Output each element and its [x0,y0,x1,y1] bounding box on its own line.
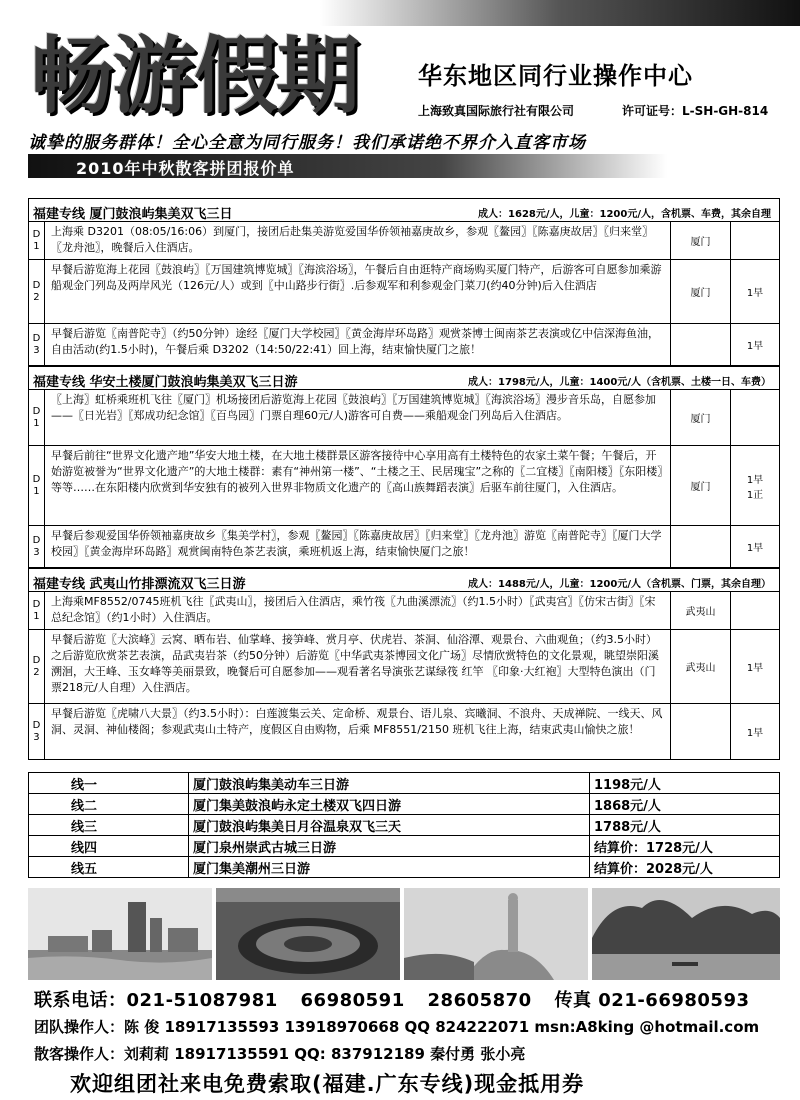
fit-operator: 散客操作人：刘莉莉 18917135591 QQ: 837912189 秦付勇 张小亮 [34,1045,526,1063]
day-label: D 3 [29,324,45,365]
operation-center-title: 华东地区同行业操作中心 [418,62,693,90]
day-description: 早餐后游览〖虎啸八大景〗（约3.5小时）：白莲渡集云关、定命桥、观景台、语儿泉、宾曦洞、不浪舟、天成禅院、一线天、风洞、灵洞、神仙楼阁；参观武夷山土特产，度假区自由购物，后乘 MF8551/2150 班机飞往上海，结束武夷山愉快之旅！ [45,704,671,759]
day-description: 早餐后游览〖南普陀寺〗（约50分钟）途经〖厦门大学校园〗〖黄金海岸环岛路〗观赏茶博士闽南茶艺表演或亿中信深海鱼油，自由活动(约1.5小时)，午餐后乘 D3202（14:50/22:41）回上海，结束愉快厦门之旅！ [45,324,671,365]
team-operator: 团队操作人：陈 俊 18917135593 13918970668 QQ 824222071 msn:A8king @hotmail.com [34,1018,760,1036]
table-row [29,773,780,794]
itinerary-table [28,198,780,760]
day-city: 厦门 [671,222,731,259]
day-description: 早餐后游览〖大滨峰〗云窝、晒布岩、仙掌峰、接笋峰、赏月亭、伏虎岩、茶洞、仙浴潭、观景台、六曲观鱼；（约3.5小时）之后游览欣赏茶艺表演，品武夷岩茶（约50分钟）后游览〖中华武夷茶博园文化广场〗尽情欣赏特色的文化景观，眺望崇阳溪溯洄，大王峰、玉女峰等美丽景致，晚餐后可自愿参加——观看著名导演张艺谋绿筏 红竿 〖印象·大红袍〗大型特色演出（门票218元/人自理）入住酒店。 [45,630,671,703]
day-label: D 1 [29,446,45,525]
phone-number-3: 28605870 [427,990,532,1011]
day-row [28,324,780,366]
route-price: 成人：1798元/人，儿童：1400元/人（含机票、土楼一日、车费） [468,377,771,388]
photo-statue [404,888,588,980]
line-price: 1788元/人 [590,815,780,836]
other-lines-table [28,772,780,878]
day-city: 武夷山 [671,630,731,703]
phone-number: 联系电话：021-51087981 [34,990,278,1011]
line-name: 厦门鼓浪屿集美日月谷温泉双飞三天 [189,815,590,836]
day-description: 早餐后前往“世界文化遗产地”华安大地土楼，在大地土楼群景区游客接待中心享用高有土楼特色的农家土菜午餐；午餐后，开始游览被誉为“世界文化遗产”的大地土楼群：素有“神州第一楼”、“土楼之王、民居瑰宝”之称的〖二宜楼〗〖南阳楼〗〖东阳楼〗等等……在东阳楼内欣赏到华安独有的被列入世界非物质文化遗产的〖高山族舞蹈表演〗后驱车前往厦门，入住酒店。 [45,446,671,525]
table-row [29,857,780,878]
day-description: 〖上海〗虹桥乘班机飞往〖厦门〗机场接团后游览海上花园〖鼓浪屿〗〖万国建筑博览城〗〖海滨浴场〗漫步音乐岛，自愿参加——〖日光岩〗〖郑成功纪念馆〗〖百鸟园〗门票自理60元/人)游客可自费——乘船观金门列岛后入住酒店。 [45,390,671,445]
day-description: 上海乘 D3201（08:05/16:06）到厦门，接团后赴集美游览爱国华侨领袖嘉庚故乡，参观〖鳌园〗〖陈嘉庚故居〗〖归来堂〗〖龙舟池〗，晚餐后入住酒店。 [45,222,671,259]
line-price: 结算价：1728元/人 [590,836,780,857]
day-meal: 1早 [746,663,764,674]
day-description: 上海乘MF8552/0745班机飞往〖武夷山〗，接团后入住酒店，乘竹筏〖九曲溪漂流〗（约1.5小时）〖武夷宫〗〖仿宋古街〗〖宋总纪念馆〗（约1小时）入住酒店。 [45,592,671,629]
day-row [28,704,780,760]
day-meal [731,592,779,629]
day-row [28,390,780,446]
day-row [28,592,780,630]
route-price: 成人：1488元/人，儿童：1200元/人（含机票、门票，其余自理） [468,579,771,590]
day-label: D 3 [29,526,45,567]
fax-number: 传真 021-66980593 [554,990,750,1011]
day-row [28,446,780,526]
slogan: 诚挚的服务群体！全心全意为同行服务！我们承诺绝不界介入直客市场 [28,133,586,153]
line-id: 线五 [29,857,189,878]
day-label: D 3 [29,704,45,759]
table-row [29,794,780,815]
day-label: D 2 [29,260,45,323]
line-id: 线四 [29,836,189,857]
line-id: 线三 [29,815,189,836]
top-gradient-bar [0,0,800,26]
day-label: D 2 [29,630,45,703]
company-name: 上海致真国际旅行社有限公司 [418,104,575,118]
day-city [671,704,731,759]
day-description: 早餐后参观爱国华侨领袖嘉庚故乡〖集美学村〗，参观〖鳌园〗〖陈嘉庚故居〗〖归来堂〗〖龙舟池〗游览〖南普陀寺〗〖厦门大学校园〗〖黄金海岸环岛路〗观赏闽南特色茶艺表演，乘班机返上海，结束愉快厦门之旅！ [45,526,671,567]
route-price: 成人：1628元/人，儿童：1200元/人，含机票、车费，其余自理 [478,209,771,220]
phone-number-2: 66980591 [300,990,405,1011]
page-title-bar [28,154,780,178]
day-city: 厦门 [671,446,731,525]
day-row [28,630,780,704]
day-row [28,222,780,260]
route-name: 福建专线 武夷山竹排漂流双飞三日游 [33,577,246,592]
line-price: 1868元/人 [590,794,780,815]
day-description: 早餐后游览海上花园〖鼓浪屿〗〖万国建筑博览城〗〖海滨浴场〗，午餐后自由逛特产商场购买厦门特产，后游客可自愿参加乘游船观金门列岛及两岸风光（126元/人）或到〖中山路步行街〗.后参观军和利参观金门菜刀(约40分钟)后入住酒店 [45,260,671,323]
table-row [29,815,780,836]
route-header [28,198,780,222]
line-name: 厦门集美鼓浪屿永定土楼双飞四日游 [189,794,590,815]
contact-line [34,986,766,1012]
day-label: D 1 [29,592,45,629]
day-city [671,324,731,365]
day-meal: 1早 1正 [746,474,764,501]
table-row [29,836,780,857]
line-name: 厦门集美潮州三日游 [189,857,590,878]
line-price: 结算价：2028元/人 [590,857,780,878]
photo-river-mountains [592,888,780,980]
route-header [28,568,780,592]
route-header [28,366,780,390]
line-name: 厦门鼓浪屿集美动车三日游 [189,773,590,794]
line-price: 1198元/人 [590,773,780,794]
day-city: 厦门 [671,390,731,445]
line-name: 厦门泉州崇武古城三日游 [189,836,590,857]
day-row [28,260,780,324]
day-city: 武夷山 [671,592,731,629]
day-meal: 1早 [746,543,764,554]
photo-city-skyline [28,888,212,980]
day-meal: 1早 [746,728,764,739]
day-label: D 1 [29,390,45,445]
line-id: 线一 [29,773,189,794]
photo-tulou [216,888,400,980]
day-label: D 1 [29,222,45,259]
license-number: 许可证号：L-SH-GH-814 [622,104,769,118]
welcome-banner: 欢迎组团社来电免费索取(福建.广东专线)现金抵用券 [70,1072,585,1096]
day-meal: 1早 [746,341,764,352]
route-name: 福建专线 厦门鼓浪屿集美双飞三日 [33,207,233,222]
day-meal [731,222,779,259]
day-row [28,526,780,568]
day-meal: 1早 [746,288,764,299]
route-name: 福建专线 华安土楼厦门鼓浪屿集美双飞三日游 [33,375,298,390]
line-id: 线二 [29,794,189,815]
day-city: 厦门 [671,260,731,323]
page-title: 2010年中秋散客拼团报价单 [76,159,295,178]
day-meal [731,390,779,445]
day-city [671,526,731,567]
brand-logo: 畅游假期 [30,26,359,125]
